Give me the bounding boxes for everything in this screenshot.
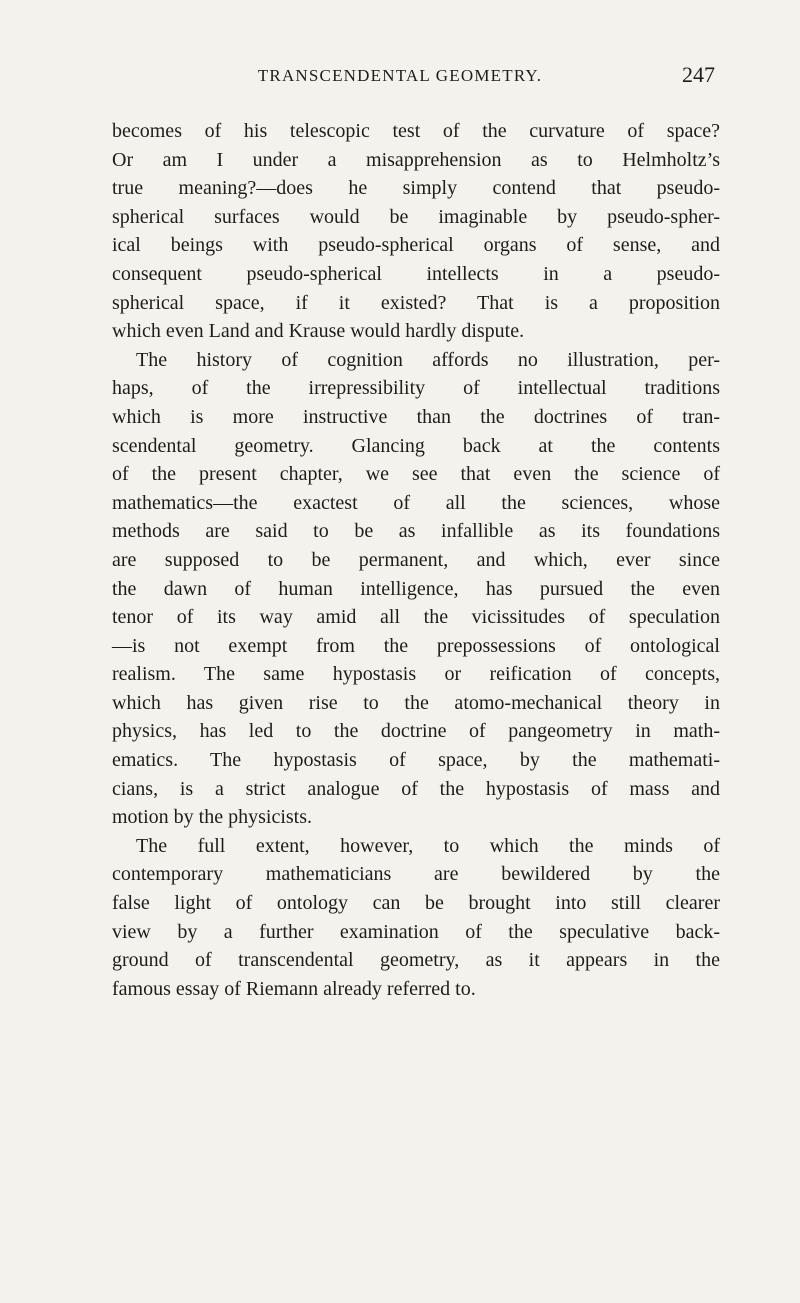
text-line: which even Land and Krause would hardly dispute. <box>112 320 525 343</box>
text-line: motion by the physicists. <box>112 806 312 829</box>
text-line: Or am I under a misapprehension as to Helmholtz’s <box>112 148 720 171</box>
running-title: TRANSCENDENTAL GEOMETRY. <box>257 66 543 85</box>
text-line: haps, of the irrepressibility of intellectual traditions <box>112 377 720 400</box>
text-line: view by a further examination of the speculative back- <box>112 920 720 943</box>
text-line: of the present chapter, we see that even the science of <box>112 463 720 486</box>
text-line: which is more instructive than the doctrines of tran- <box>112 405 720 428</box>
text-line: consequent pseudo-spherical intellects in a pseudo- <box>112 262 720 285</box>
text-line: realism. The same hypostasis or reification of concepts, <box>112 663 720 686</box>
text-line: famous essay of Riemann already referred to. <box>112 977 476 1000</box>
text-line: the dawn of human intelligence, has pursued the even <box>112 577 720 600</box>
text-line: scendental geometry. Glancing back at the contents <box>112 434 720 457</box>
text-line: becomes of his telescopic test of the curvature of space? <box>112 120 720 142</box>
text-line: which has given rise to the atomo-mechanical theory in <box>112 691 720 714</box>
text-line: methods are said to be as infallible as its foundations <box>112 520 720 543</box>
text-line: mathematics—the exactest of all the sciences, whose <box>112 491 720 514</box>
text-line: ical beings with pseudo-spherical organs of sense, and <box>112 234 720 257</box>
text-line: true meaning?—does he simply contend that pseudo- <box>112 177 720 200</box>
text-line: spherical space, if it existed? That is a proposition <box>112 291 720 314</box>
body-text <box>112 117 720 1003</box>
text-line: —is not exempt from the prepossessions of ontological <box>112 634 720 657</box>
text-line: The history of cognition affords no illustration, per- <box>136 348 720 371</box>
text-line: ematics. The hypostasis of space, by the mathemati- <box>112 749 720 772</box>
text-line: false light of ontology can be brought into still clearer <box>112 892 720 915</box>
text-line: spherical surfaces would be imaginable by pseudo-spher- <box>112 205 720 228</box>
text-line: tenor of its way amid all the vicissitudes of speculation <box>112 606 720 629</box>
text-line: ground of transcendental geometry, as it appears in the <box>112 949 720 972</box>
page-number: 247 <box>682 62 715 87</box>
running-head <box>0 62 800 92</box>
text-line: contemporary mathematicians are bewildered by the <box>112 863 720 886</box>
text-line: The full extent, however, to which the minds of <box>136 834 720 857</box>
text-line: are supposed to be permanent, and which, ever since <box>112 548 720 571</box>
text-line: physics, has led to the doctrine of pangeometry in math- <box>112 720 720 743</box>
text-line: cians, is a strict analogue of the hypostasis of mass and <box>112 777 720 800</box>
